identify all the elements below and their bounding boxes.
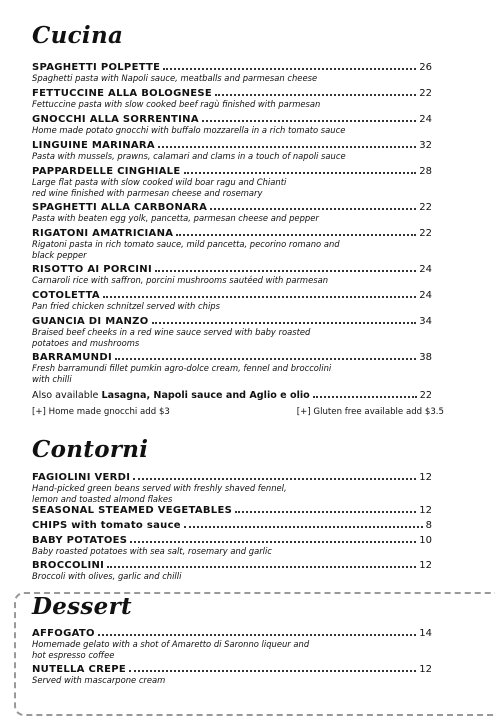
dot-leader — [152, 314, 417, 324]
menu-item-header — [32, 112, 432, 125]
dot-leader — [176, 226, 416, 236]
menu-item-price: 12 — [419, 505, 432, 516]
menu-item-name: BROCCOLINI — [32, 560, 105, 571]
menu-item — [32, 164, 432, 198]
menu-item — [32, 288, 432, 312]
menu-item-price: 28 — [419, 166, 432, 177]
menu-item-header — [32, 60, 432, 73]
menu-item — [32, 112, 432, 136]
cucina-title: Cucina — [32, 22, 124, 49]
dot-leader — [215, 86, 416, 96]
menu-item-description: with chilli — [32, 373, 72, 384]
menu-item-header — [32, 226, 432, 239]
menu-item-name: COTOLETTA — [32, 290, 100, 301]
menu-item-price: 24 — [419, 290, 432, 301]
menu-item — [32, 200, 432, 224]
dot-leader — [98, 626, 416, 636]
menu-item-header — [32, 288, 432, 301]
menu-item-description: Carnaroli rice with saffron, porcini mushrooms sautéed with parmesan — [32, 275, 329, 285]
menu-item-description: Broccoli with olives, garlic and chilli — [32, 571, 182, 581]
menu-item-name: CHIPS — [32, 520, 68, 531]
menu-item-header — [32, 662, 432, 675]
menu-item — [32, 533, 432, 557]
menu-item-price: 32 — [419, 140, 432, 151]
dot-leader — [133, 470, 416, 480]
menu-item-name: PAPPARDELLE CINGHIALE — [32, 166, 181, 177]
menu-item-header — [32, 86, 432, 99]
menu-item-header — [32, 626, 432, 639]
dot-leader — [129, 662, 416, 672]
menu-item-description: Pasta with beaten egg yolk, pancetta, parmesan cheese and pepper — [32, 213, 319, 223]
dot-leader — [163, 60, 416, 70]
menu-item-description: black pepper — [32, 249, 87, 260]
menu-item-name: AFFOGATO — [32, 628, 95, 639]
menu-item — [32, 662, 432, 686]
menu-item-price: 14 — [419, 628, 432, 639]
also-prefix: Also available — [32, 390, 102, 401]
dot-leader — [155, 262, 416, 272]
menu-item-price: 24 — [419, 264, 432, 275]
menu-item-description: Large flat pasta with slow cooked wild boar ragu and Chianti — [32, 177, 287, 187]
menu-item — [32, 60, 432, 84]
menu-item-description: potatoes and mushrooms — [32, 337, 140, 348]
menu-item-name: BABY POTATOES — [32, 535, 128, 546]
dot-leader — [210, 200, 416, 210]
menu-item-price: 22 — [419, 228, 432, 239]
menu-item-header — [32, 138, 432, 151]
menu-item-name: SPAGHETTI POLPETTE — [32, 62, 161, 73]
dot-leader — [202, 112, 416, 122]
menu-item-price: 22 — [419, 88, 432, 99]
menu-item-header — [32, 533, 432, 546]
menu-item-price: 22 — [419, 202, 432, 213]
menu-item — [32, 470, 432, 504]
menu-item-price: 24 — [419, 114, 432, 125]
menu-item-price: 12 — [419, 472, 432, 483]
menu-item-header — [32, 470, 432, 483]
menu-item-description: Fresh barramundi fillet pumkin agro-dolce cream, fennel and broccolini — [32, 363, 332, 373]
menu-item-description: Braised beef cheeks in a red wine sauce served with baby roasted — [32, 327, 311, 337]
menu-item — [32, 226, 432, 260]
menu-item-price: 26 — [419, 62, 432, 73]
dot-leader — [184, 164, 417, 174]
menu-item-header — [32, 164, 432, 177]
dot-leader — [130, 533, 416, 543]
menu-item — [32, 138, 432, 162]
menu-item-description: lemon and toasted almond flakes — [32, 493, 173, 504]
menu-item-name: BARRAMUNDI — [32, 352, 112, 363]
menu-item-description: Served with mascarpone cream — [32, 675, 166, 685]
menu-item-description: Spaghetti pasta with Napoli sauce, meatballs and parmesan cheese — [32, 73, 318, 83]
menu-item-name: GUANCIA DI MANZO — [32, 316, 149, 327]
menu-item-header — [32, 200, 432, 213]
contorni-title: Contorni — [32, 436, 149, 463]
menu-item-name: RIGATONI AMATRICIANA — [32, 228, 174, 239]
dot-leader — [115, 350, 416, 360]
menu-item-description: Pasta with mussels, prawns, calamari and clams in a touch of napoli sauce — [32, 151, 346, 161]
menu-item-description: hot espresso coffee — [32, 649, 115, 660]
menu-item-name: NUTELLA CREPE — [32, 664, 127, 675]
menu-item-header — [32, 558, 432, 571]
menu-item — [32, 503, 432, 516]
menu-item-name: SPAGHETTI ALLA CARBONARA — [32, 202, 208, 213]
menu-item-name: SEASONAL STEAMED VEGETABLES — [32, 505, 233, 516]
menu-item-description: red wine finished with parmesan cheese and rosemary — [32, 187, 263, 198]
dot-leader — [158, 138, 416, 148]
menu-item-name: FETTUCCINE ALLA BOLOGNESE — [32, 88, 213, 99]
menu-item — [32, 558, 432, 582]
menu-item-price: 12 — [419, 664, 432, 675]
menu-item — [32, 626, 432, 660]
menu-item-header — [32, 518, 432, 531]
menu-item-header — [32, 262, 432, 275]
menu-item-price: 34 — [419, 316, 432, 327]
menu-item-name: LINGUINE MARINARA — [32, 140, 155, 151]
menu-item-description: Pan fried chicken schnitzel served with chips — [32, 301, 220, 311]
dot-leader — [107, 558, 416, 568]
menu-item — [32, 86, 432, 110]
dot-leader — [103, 288, 416, 298]
menu-item-description: Home made potato gnocchi with buffalo mozzarella in a rich tomato sauce — [32, 125, 346, 135]
menu-item-description: Fettuccine pasta with slow cooked beef ragù finished with parmesan — [32, 99, 321, 109]
dessert-title: Dessert — [32, 593, 132, 620]
also-items: Lasagna, Napoli sauce and Aglio e olio — [101, 390, 310, 401]
also-price: 22 — [419, 390, 432, 401]
menu-item-name: RISOTTO AI PORCINI — [32, 264, 152, 275]
dot-leader — [313, 388, 417, 398]
menu-item-name: FAGIOLINI VERDI — [32, 472, 131, 483]
menu-item-name-extra: with tomato sauce — [67, 520, 181, 531]
menu-item-header — [32, 503, 432, 516]
menu-item — [32, 518, 432, 531]
note-gluten-free: [+] Gluten free available add $3.5 — [296, 407, 444, 417]
menu-item-price: 10 — [419, 535, 432, 546]
cucina-notes — [32, 407, 444, 417]
menu-item-header — [32, 314, 432, 327]
dot-leader — [235, 503, 416, 513]
menu-item-price: 12 — [419, 560, 432, 571]
menu-item-description: Hand-picked green beans served with freshly shaved fennel, — [32, 483, 287, 493]
note-gnocchi: [+] Home made gnocchi add $3 — [32, 407, 170, 417]
also-available-line — [32, 388, 432, 401]
menu-item — [32, 314, 432, 348]
menu-item-name: GNOCCHI ALLA SORRENTINA — [32, 114, 199, 125]
menu-item-description: Homemade gelato with a shot of Amaretto di Saronno liqueur and — [32, 639, 310, 649]
menu-item-price: 38 — [419, 352, 432, 363]
menu-item-description: Baby roasted potatoes with sea salt, rosemary and garlic — [32, 546, 272, 556]
menu-item-description: Rigatoni pasta in rich tomato sauce, mild pancetta, pecorino romano and — [32, 239, 340, 249]
dot-leader — [184, 518, 423, 528]
menu-item-price: 8 — [425, 520, 432, 531]
menu-item-header — [32, 350, 432, 363]
menu-item — [32, 262, 432, 286]
menu-item — [32, 350, 432, 384]
